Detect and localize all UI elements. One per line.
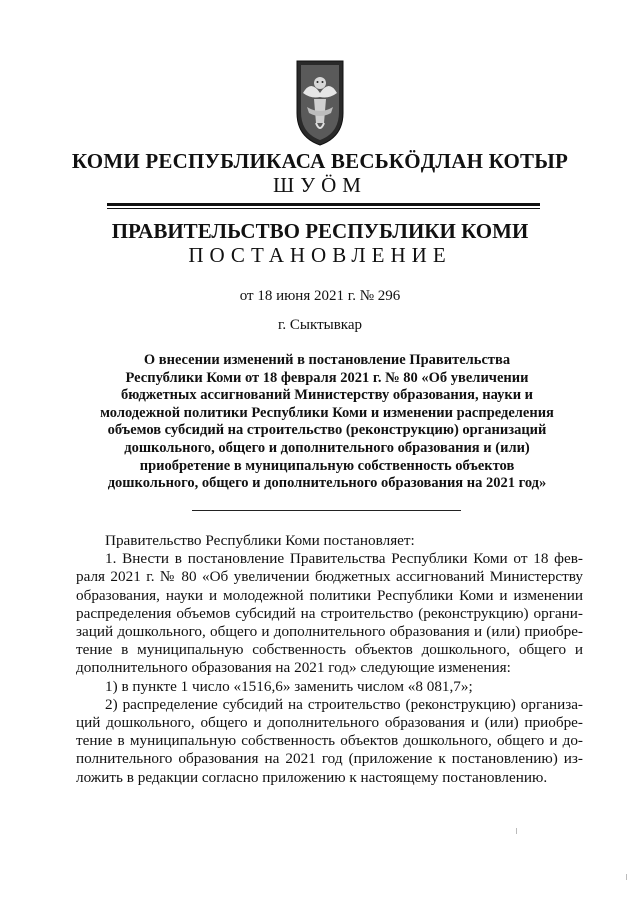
paragraph-line: раля 2021 г. № 80 «Об увеличении бюджетных ассигнований Министерству [76,568,583,586]
decree-body [76,532,583,787]
paragraph-line: полнительного образования на 2021 год (приложение к постановлению) из- [76,750,583,768]
decree-subtitle: ПОСТАНОВЛЕНИЕ [188,243,452,267]
paragraph-line: дополнительного образования на 2021 год» следующие изменения: [76,659,511,677]
header-divider-thin [107,208,540,209]
paragraph-line: образования, науки и молодежной политики Республики Коми и изменении [76,586,583,604]
komi-decree-subtitle: ШУӦМ [273,173,367,197]
heading-line: приобретение в муниципальную собственность объектов [139,457,515,474]
paragraph-line: тение в муниципальную собственность объектов дошкольного, общего и [76,641,583,659]
heading-line: дошкольного, общего и дополнительного образования и (или) [124,439,530,456]
decree-heading [92,352,562,493]
paragraph-1 [76,550,583,677]
scan-speck [516,828,517,834]
decree-date-number: от 18 июня 2021 г. № 296 [239,288,401,304]
komi-coat-of-arms-icon [295,57,345,147]
heading-line: объемов субсидий на строительство (реконструкцию) организаций [107,422,547,439]
heading-line: молодежной политики Республики Коми и изменении распределения [100,404,554,421]
paragraph-line: распределения объемов субсидий на строительство (реконструкцию) органи- [76,604,583,622]
heading-line: Республики Коми от 18 февраля 2021 г. № 80 «Об увеличении [125,369,529,386]
body-intro: Правительство Республики Коми постановляет: [105,532,415,549]
government-title: ПРАВИТЕЛЬСТВО РЕСПУБЛИКИ КОМИ [111,219,529,243]
paragraph-line: ций дошкольного, общего и дополнительного образования и (или) приобре- [76,714,583,732]
paragraph-line: 2) распределение субсидий на строительство (реконструкцию) организа- [105,695,583,713]
header-divider-thick [107,203,540,206]
komi-government-title: КОМИ РЕСПУБЛИКАСА ВЕСЬКӦДЛАН КОТЫР [71,149,569,173]
heading-line: бюджетных ассигнований Министерству образования, науки и [120,387,534,404]
heading-line: дошкольного, общего и дополнительного образования на 2021 год» [107,475,547,492]
heading-line: О внесении изменений в постановление Правительства [143,352,511,368]
paragraph-line: заций дошкольного, общего и дополнительного образования и (или) приобре- [76,623,583,641]
decree-city: г. Сыктывкар [277,317,363,333]
list-item-2 [76,696,583,787]
scan-speck [626,874,627,880]
paragraph-line: 1. Внести в постановление Правительства Республики Коми от 18 фев- [105,550,583,568]
paragraph-line: тение в муниципальную собственность объектов дошкольного, общего и до- [76,732,583,750]
list-item-1: 1) в пункте 1 число «1516,6» заменить числом «8 081,7»; [105,677,473,695]
heading-divider [192,510,461,511]
paragraph-line: ложить в редакции согласно приложению к настоящему постановлению. [76,768,548,786]
